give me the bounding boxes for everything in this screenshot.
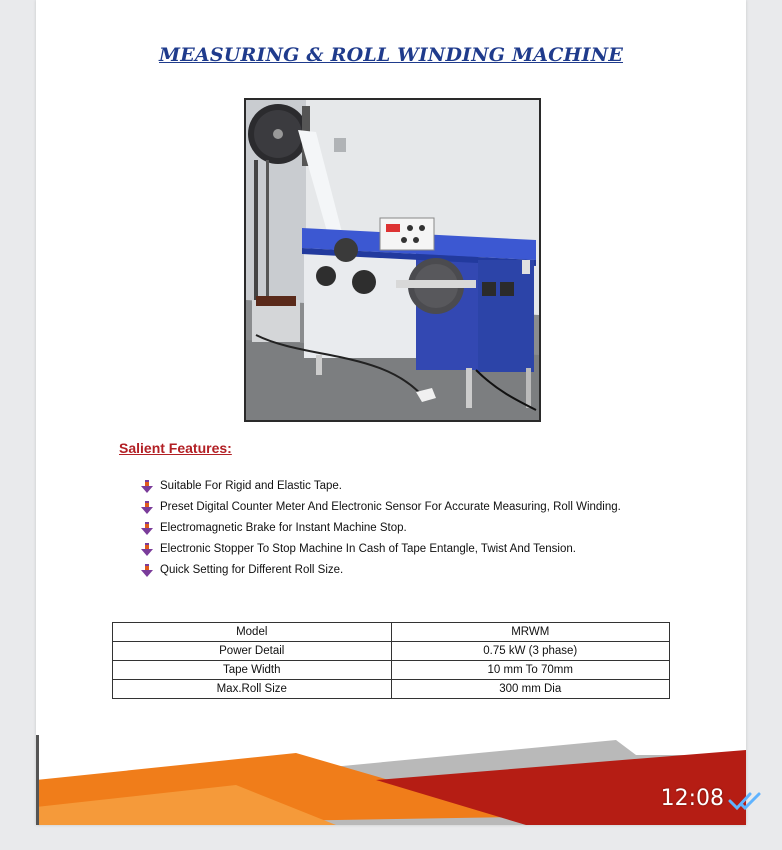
feature-text: Quick Setting for Different Roll Size. (160, 564, 344, 576)
spec-label: Power Detail (113, 642, 392, 661)
footer-banner (36, 735, 746, 825)
double-check-icon (728, 790, 762, 812)
table-row (113, 623, 670, 642)
document-page (36, 0, 746, 825)
spec-value: MRWM (391, 623, 670, 642)
features-list (140, 478, 680, 583)
features-heading: Salient Features: (119, 440, 232, 456)
spec-label: Tape Width (113, 661, 392, 680)
table-row (113, 642, 670, 661)
spec-value: 10 mm To 70mm (391, 661, 670, 680)
feature-text: Electronic Stopper To Stop Machine In Cash of Tape Entangle, Twist And Tension. (160, 543, 576, 555)
spec-label: Max.Roll Size (113, 680, 392, 699)
bullet-arrow-icon (140, 501, 154, 514)
table-row (113, 680, 670, 699)
bullet-arrow-icon (140, 564, 154, 577)
feature-item (140, 541, 680, 558)
bullet-arrow-icon (140, 543, 154, 556)
feature-text: Electromagnetic Brake for Instant Machine Stop. (160, 522, 407, 534)
feature-item (140, 520, 680, 537)
spec-value: 300 mm Dia (391, 680, 670, 699)
bullet-arrow-icon (140, 480, 154, 493)
feature-item (140, 478, 680, 495)
feature-item (140, 499, 680, 516)
bullet-arrow-icon (140, 522, 154, 535)
spec-table (112, 622, 670, 699)
spec-value: 0.75 kW (3 phase) (391, 642, 670, 661)
feature-text: Preset Digital Counter Meter And Electronic Sensor For Accurate Measuring, Roll Winding. (160, 501, 621, 513)
feature-item (140, 562, 680, 579)
machine-photo (244, 98, 541, 422)
message-time: 12:08 (660, 786, 724, 811)
document-title: MEASURING & ROLL WINDING MACHINE (158, 44, 624, 66)
spec-label: Model (113, 623, 392, 642)
feature-text: Suitable For Rigid and Elastic Tape. (160, 480, 342, 492)
table-row (113, 661, 670, 680)
